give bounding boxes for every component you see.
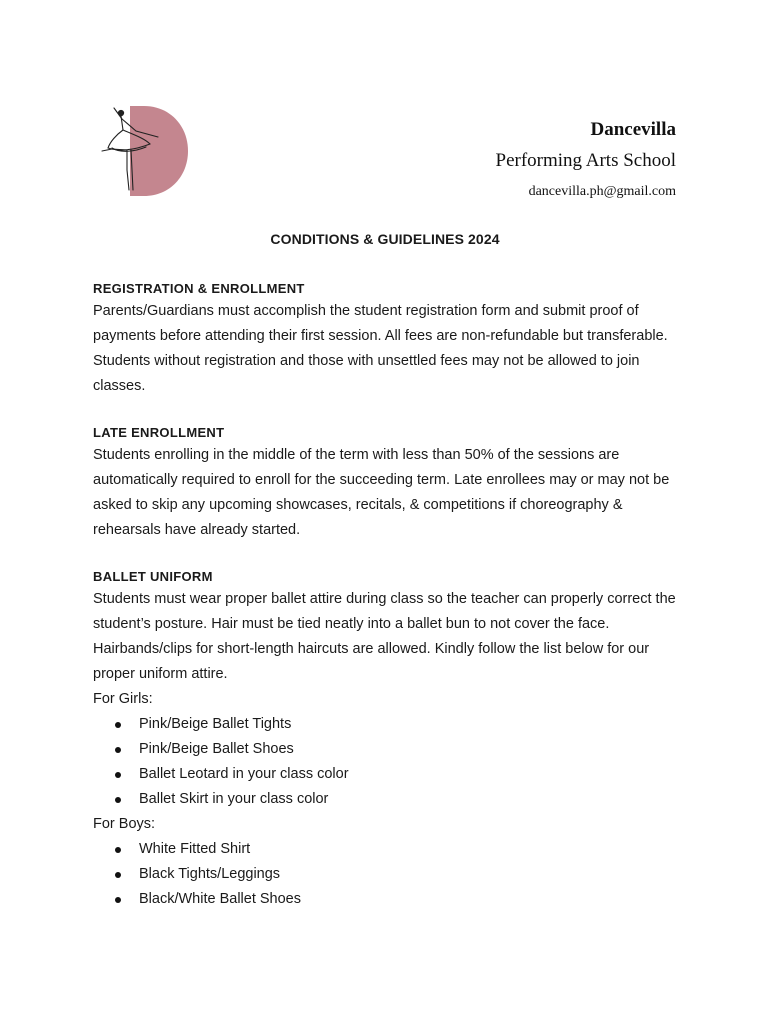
list-item <box>93 837 683 862</box>
bullet-icon <box>115 722 121 728</box>
list-item <box>93 712 683 737</box>
section-paragraph: Students enrolling in the middle of the term with less than 50% of the sessions are automatically required to enroll for the succeeding term. Late enrollees may or may not be asked to skip any upcoming showcases, recitals, & competitions if choreography & rehearsals have already started. <box>93 447 670 538</box>
bullet-icon <box>115 797 121 803</box>
ballerina-letter-d-logo-icon <box>100 104 192 198</box>
boys-uniform-label: For Boys: <box>93 816 156 832</box>
list-item-text: Ballet Skirt in your class color <box>139 791 329 807</box>
section-heading: LATE ENROLLMENT <box>93 425 225 440</box>
bullet-icon <box>115 872 121 878</box>
list-item-text: Black Tights/Leggings <box>139 866 281 882</box>
bullet-icon <box>115 897 121 903</box>
list-item-text: Pink/Beige Ballet Shoes <box>139 741 294 757</box>
section-registration <box>93 279 683 399</box>
section-paragraph: Students must wear proper ballet attire during class so the teacher can properly correct the student’s posture. Hair must be tied neatly into a ballet bun to not cover the face. Hairbands/clips for short-length haircuts are allowed. Kindly follow the list below for our proper uniform attire. <box>93 591 676 682</box>
bullet-icon <box>115 772 121 778</box>
section-late-enrollment <box>93 423 683 543</box>
school-name: Dancevilla <box>590 119 676 140</box>
dancevilla-logo <box>100 104 192 198</box>
bullet-icon <box>115 747 121 753</box>
document-body <box>93 279 683 912</box>
document-title: CONDITIONS & GUIDELINES 2024 <box>270 231 500 247</box>
list-item <box>93 787 683 812</box>
list-item <box>93 862 683 887</box>
bullet-icon <box>115 847 121 853</box>
list-item-text: White Fitted Shirt <box>139 841 251 857</box>
section-heading: BALLET UNIFORM <box>93 569 213 584</box>
list-item-text: Ballet Leotard in your class color <box>139 766 349 782</box>
list-item <box>93 737 683 762</box>
section-ballet-uniform <box>93 567 683 912</box>
school-email: dancevilla.ph@gmail.com <box>528 184 676 199</box>
section-heading: REGISTRATION & ENROLLMENT <box>93 281 305 296</box>
school-header <box>496 118 677 201</box>
list-item-text: Pink/Beige Ballet Tights <box>139 716 292 732</box>
school-subtitle: Performing Arts School <box>495 150 676 171</box>
girls-uniform-list <box>93 712 683 812</box>
boys-uniform-list <box>93 837 683 912</box>
girls-uniform-label: For Girls: <box>93 691 153 707</box>
list-item-text: Black/White Ballet Shoes <box>139 891 301 907</box>
list-item <box>93 762 683 787</box>
list-item <box>93 887 683 912</box>
section-paragraph: Parents/Guardians must accomplish the student registration form and submit proof of payments before attending their first session. All fees are non-refundable but transferable. Students without registration and those with unsettled fees may not be allowed to join classes. <box>93 303 668 394</box>
